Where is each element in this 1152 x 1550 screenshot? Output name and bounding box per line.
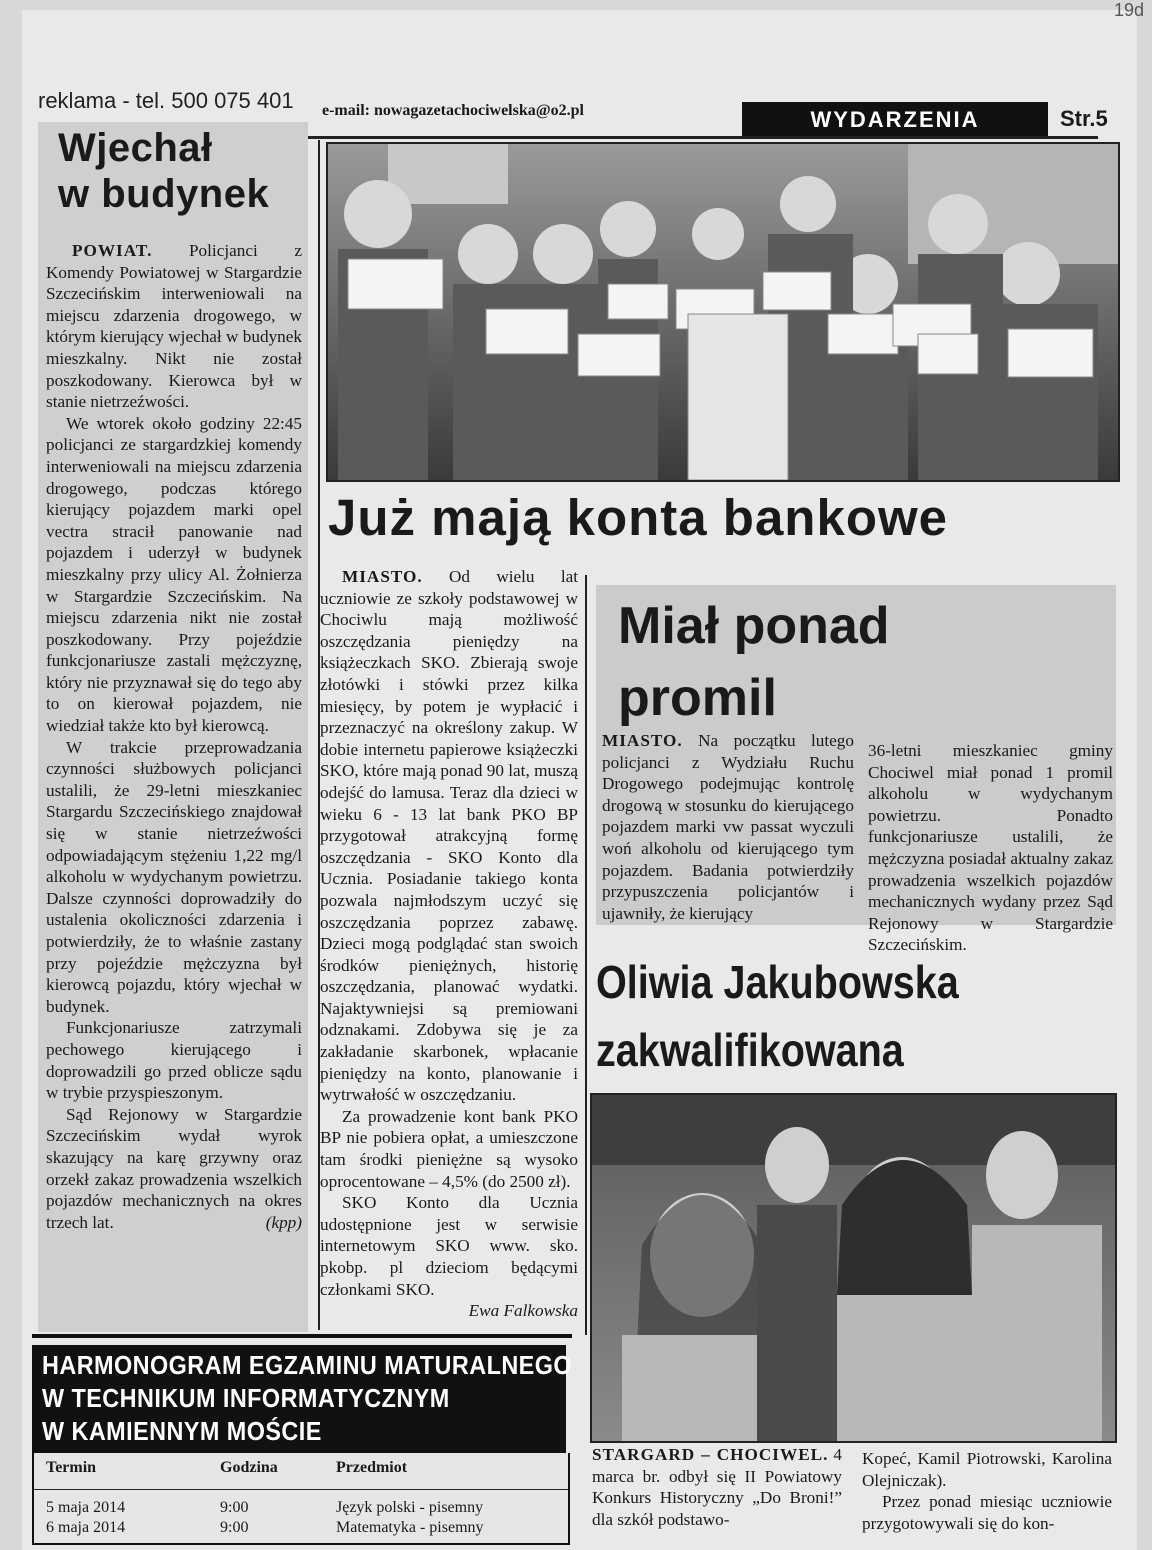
schedule-title-line: HARMONOGRAM EGZAMINU MATURALNEGO [42,1350,573,1380]
photo-illustration [328,144,1118,480]
dateline: MIASTO. [342,567,423,586]
paragraph-text: Na początku lutego policjanci z Wydziału Ruchu Drogowego podejmując kontrolę drogową w stosunku do kierującego pojazdem marki vw passat wyczuli woń alkoholu od kierującego tym pojazdem. Badania potwierdziły przypuszczenia policjantów i ujawniły, że kierujący [602,731,854,923]
paragraph [46,240,302,413]
cell-subject: Język polski - pisemny [336,1499,484,1516]
paragraph: SKO Konto dla Ucznia udostępnione jest w serwisie internetowym SKO www. sko. pkobp. pl dzieciom będącymi członkami SKO. [320,1193,578,1299]
paragraph: Kopeć, Kamil Piotrowski, Karolina Olejniczak). [862,1449,1112,1490]
header-email: e-mail: nowagazetachociwelska@o2.pl [322,102,584,119]
article-body-oliwia-col1 [592,1444,842,1530]
headline-wjechal [58,125,269,217]
headline-line: promil [618,669,777,727]
column-header: Godzina [220,1459,278,1476]
schedule-rule [32,1334,572,1338]
paragraph [592,1444,842,1530]
table-divider [34,1489,568,1490]
paragraph: 36-letni mieszkaniec gminy Chociwel miał ponad 1 promil alkoholu w wydychanym powietrzu. Ponadto funkcjonariusze ustalili, że mężczyzna posiadał aktualny zakaz prowadzenia wszelkich pojazdów mechanicznych wydany przez Sąd Rejonowy w Stargardzie Szczecińskim. [868,741,1113,955]
paragraph [320,566,578,1106]
paragraph: Przez ponad miesiąc uczniowie przygotowywali się do kon- [862,1492,1112,1533]
article-body-wjechal [46,240,302,1233]
photo-illustration [592,1095,1115,1441]
headline-promil [618,590,890,734]
signature: (kpp) [265,1212,302,1232]
dateline: MIASTO. [602,731,683,750]
dateline: POWIAT. [72,241,153,260]
schedule-title-line: W KAMIENNYM MOŚCIE [42,1416,322,1446]
dateline: STARGARD – CHOCIWEL. [592,1445,829,1464]
article-body-promil-col1 [602,730,854,924]
paragraph-text: Sąd Rejonowy w Stargardzie Szczecińskim wydał wyrok skazujący na karę grzywny oraz orzekł zakaz prowadzenia wszelkich pojazdów mechanicznych na okres trzech lat. [46,1104,302,1232]
paragraph-text: 4 marca br. odbył się II Powiatowy Konkurs Historyczny „Do Broni!” dla szkół podstawo- [592,1445,843,1529]
paragraph: Funkcjonariusze zatrzymali pechowego kierującego i doprowadzili go przed oblicze sądu w trybie przyspieszonym. [46,1018,302,1103]
photo-children-with-envelopes [326,142,1120,482]
schedule-title [32,1345,573,1453]
cell-time: 9:00 [220,1499,249,1516]
article-body-promil-col2 [868,740,1113,956]
article-body-oliwia-col2 [862,1448,1112,1534]
page-number: Str.5 [1060,106,1108,131]
column-header: Przedmiot [336,1459,408,1476]
column-header: Termin [46,1459,97,1476]
paragraph-text: Policjanci z Komendy Powiatowej w Stargardzie Szczecińskim interweniowali na miejscu zdarzenia drogowego, w którym kierujący wjechał w budynek mieszkalny. Nikt nie został poszkodowany. Kierowca był w stanie nietrzeźwości. [46,241,302,412]
headline-line: w budynek [58,172,270,216]
corner-handwritten-mark: 19d [1113,0,1144,20]
headline-line: zakwalifikowana [596,1024,904,1076]
headline-line: Oliwia Jakubowska [596,956,959,1008]
column-rule [585,575,587,1335]
paragraph [46,1104,302,1234]
paragraph-text: Od wielu lat uczniowie ze szkoły podstawowej w Chociwlu mają możliwość oszczędzania pieniędzy na książeczkach SKO. Zbierają swoje złotówki i stówki przez kilka miesięcy, by potem je wypłacić i przeznaczyć na określony zakup. W dobie internetu papierowe książeczki SKO, które mają ponad 90 lat, muszą odejść do lamusa. Teraz dla dzieci w wieku 6 - 13 lat bank PKO BP przygotował atrakcyjną formę oszczędzania - SKO Konto dla Ucznia. Posiadanie takiego konta pozwala najmłodszym uczyć się oszczędzania poprzez zabawę. Dzieci mogą podglądać stan swoich środków pieniężnych, historię oszczędzania, planować wydatki. Najaktywniejsi są premiowani odznakami. Zdobywa się je za zakładanie skarbonek, wpłacanie pieniędzy na konto, planowanie i wytrwałość w oszczędzaniu. [320,567,579,1105]
signature-line: Ewa Falkowska [468,1301,578,1321]
cell-time: 9:00 [220,1519,249,1536]
cell-subject: Matematyka - pisemny [336,1519,484,1536]
paragraph: We wtorek około godziny 22:45 policjanci ze stargardzkiej komendy interweniowali na miejscu zdarzenia drogowego, podczas którego kierujący pojazdem marki opel vectra stracił panowanie nad pojazdem i uderzył w budynek mieszkalny przy ulicy Al. Żołnierza w Stargardzie Szczecińskim. Na miejscu zdarzenia nikt nie został poszkodowany. Przy pojeździe funkcjonariusze zastali mężczyznę, który nie przyznawał się do tego aby to on kierował pojazdem, nie wiedział także kto był kierowcą. [46,413,302,736]
cell-date: 5 maja 2014 [46,1499,126,1516]
photo-students [590,1093,1117,1443]
paragraph: W trakcie przeprowadzania czynności służbowych policjanci ustalili, że 29-letni mieszkaniec Stargardu Szczecińskiego znajdował się w stanie nietrzeźwości odpowiadającym stężeniu 1,22 mg/l alkoholu w wydychanym powietrzu. Dalsze czynności doprowadziły do ustalenia okoliczności zdarzenia i potwierdziły, że to właśnie zastany przy pojeździe mężczyzna był kierowcą pojazdu, który wjechał w budynek. [46,737,302,1016]
headline-oliwia [596,948,959,1084]
ad-phone: reklama - tel. 500 075 401 [38,88,294,113]
article-body-konta [320,566,578,1322]
section-label: WYDARZENIA [742,102,1048,138]
paragraph [602,730,854,924]
headline-line: Wjechał [58,126,213,170]
paragraph: Za prowadzenie kont bank PKO BP nie pobiera opłat, a umieszczone tam środki pieniężne są wysoko oprocentowane – 4,5% (do 2500 zł). [320,1106,578,1191]
cell-date: 6 maja 2014 [46,1519,126,1536]
headline-konta: Już mają konta bankowe [328,489,949,546]
schedule-table [32,1453,570,1545]
schedule-title-line: W TECHNIKUM INFORMATYCZNYM [42,1383,450,1413]
headline-line: Miał ponad [618,597,890,655]
